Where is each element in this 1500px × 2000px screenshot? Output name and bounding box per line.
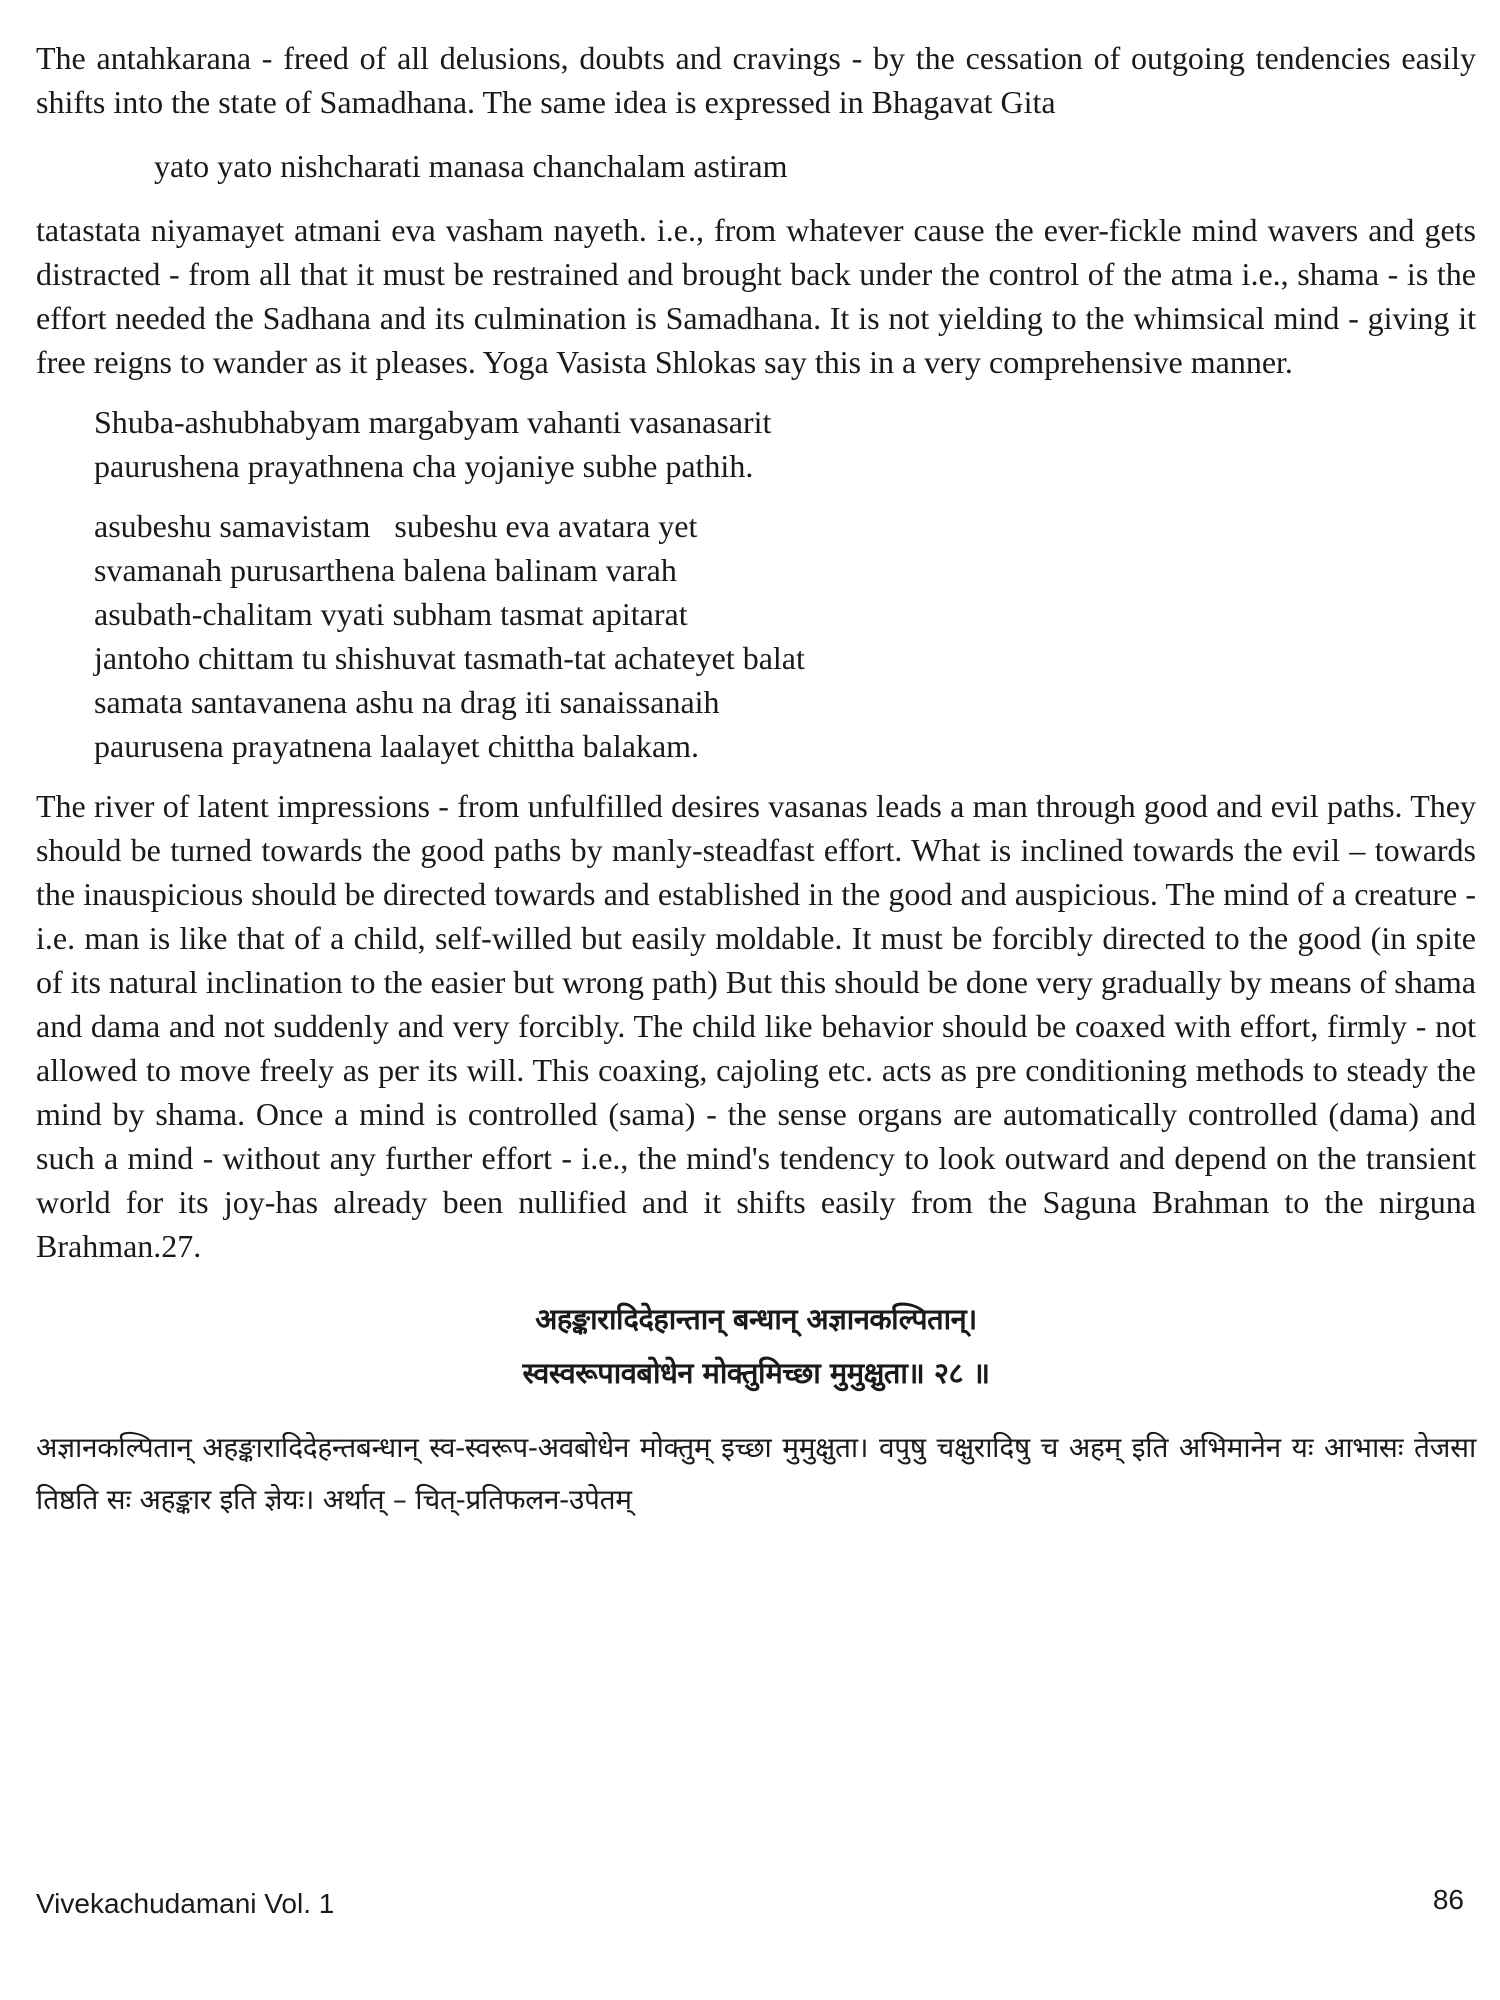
sanskrit-commentary: अज्ञानकल्पितान् अहङ्कारादिदेहन्तबन्धान् स्व-स्वरूप-अवबोधेन मोक्तुम् इच्छा मुमुक्षुता। वपुषु चक्षुरादिषु च अहम् इति अभिमानेन यः आभासः तेजसा तिष्ठति सः अहङ्कार इति ज्ञेयः। अर्थात् – चित्-प्रतिफलन-उपेतम् <box>36 1431 1476 1516</box>
stanza-line: svamanah purusarthena balena balinam varah <box>94 552 677 588</box>
page-body <box>36 36 1476 1526</box>
footer-book-title: Vivekachudamani Vol. 1 <box>36 1888 335 1919</box>
stanza-line: Shuba-ashubhabyam margabyam vahanti vasanasarit <box>94 404 772 440</box>
sanskrit-verse <box>36 1292 1476 1400</box>
stanza-line: jantoho chittam tu shishuvat tasmath-tat achateyet balat <box>94 640 805 676</box>
gita-verse-line: yato yato nishcharati manasa chanchalam astiram <box>154 148 788 184</box>
sanskrit-verse-line: स्वस्वरूपावबोधेन मोक्तुमिच्छा मुमुक्षुता॥ २८ ॥ <box>522 1356 990 1390</box>
stanza-line: asubath-chalitam vyati subham tasmat apitarat <box>94 596 688 632</box>
stanza-line: samata santavanena ashu na drag iti sanaissanaih <box>94 684 720 720</box>
stanza-line: paurushena prayathnena cha yojaniye subhe pathih. <box>94 448 754 484</box>
footer-page-number: 86 <box>1432 1884 1464 1915</box>
sanskrit-verse-line: अहङ्कारादिदेहान्तान् बन्धान् अज्ञानकल्पितान्। <box>535 1302 977 1336</box>
paragraph-tatastata: tatastata niyamayet atmani eva vasham nayeth. i.e., from whatever cause the ever-fickle mind wavers and gets distracted - from all that it must be restrained and brought back under the control of the atma i.e., shama - is the effort needed the Sadhana and its culmination is Samadhana. It is not yielding to the whimsical mind - giving it free reigns to wander as it pleases. Yoga Vasista Shlokas say this in a very comprehensive manner. <box>36 212 1476 380</box>
stanza-line: paurusena prayatnena laalayet chittha balakam. <box>94 728 700 764</box>
paragraph-river-of-impressions: The river of latent impressions - from unfulfilled desires vasanas leads a man through good and evil paths. They should be turned towards the good paths by manly-steadfast effort. What is inclined towards the evil – towards the inauspicious should be directed towards and established in the good and auspicious. The mind of a creature - i.e. man is like that of a child, self-willed but easily moldable. It must be forcibly directed to the good (in spite of its natural inclination to the easier but wrong path) But this should be done very gradually by means of shama and dama and not suddenly and very forcibly. The child like behavior should be coaxed with effort, firmly - not allowed to move freely as per its will. This coaxing, cajoling etc. acts as pre conditioning methods to steady the mind by shama. Once a mind is controlled (sama) - the sense organs are automatically controlled (dama) and such a mind - without any further effort - i.e., the mind's tendency to look outward and depend on the transient world for its joy-has already been nullified and it shifts easily from the Saguna Brahman to the nirguna Brahman.27. <box>36 788 1476 1264</box>
stanza-line: asubeshu samavistam subeshu eva avatara yet <box>94 508 698 544</box>
vasista-stanza-1 <box>94 400 1476 488</box>
vasista-stanza-2 <box>94 504 1476 768</box>
paragraph-antahkarana: The antahkarana - freed of all delusions, doubts and cravings - by the cessation of outgoing tendencies easily shifts into the state of Samadhana. The same idea is expressed in Bhagavat Gita <box>36 40 1476 120</box>
